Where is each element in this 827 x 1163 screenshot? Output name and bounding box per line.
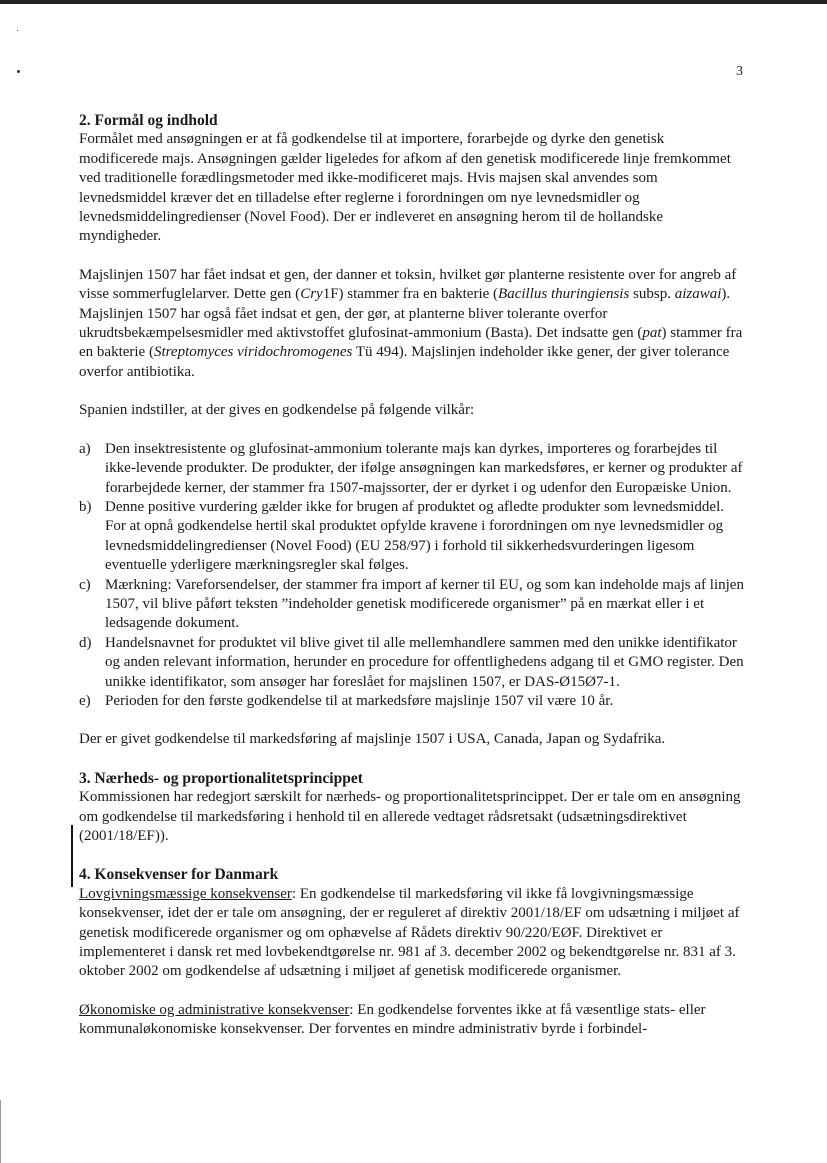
paragraph-text: : En godkendelse til markedsføring vil ikke få lovgivningsmæssige konsekvenser, idet der er tale om ansøgning, der er reguleret af direktiv 2001/18/EF om udsætning i miljøet af genetisk modificerede organismer og om ophævelse af Rådets direktiv 90/220/EØF. Direktivet er implementeret i dansk ret med lovbekendtgørelse nr. 981 af 3. december 2002 og bekendtgørelse nr. 831 af 3. oktober 2002 om godkendelse af udsætning i miljøet af genetisk modificerede organismer. bbox=[79, 885, 740, 980]
paragraph bbox=[79, 1001, 744, 1040]
list-marker: e) bbox=[79, 692, 91, 709]
change-bar bbox=[71, 825, 73, 887]
list-item-text: Mærkning: Vareforsendelser, der stammer fra import af kerner til EU, og som kan indeholde majs af linjen 1507, vil blive påført teksten ”indeholder genetisk modificerede organismer” på en mærkat eller i et ledsagende dokument. bbox=[105, 576, 744, 632]
list-marker: d) bbox=[79, 634, 92, 651]
paragraph: Kommissionen har redegjort særskilt for nærheds- og proportionalitetsprincippet. Der er tale om en ansøgning om godkendelse til markedsføring i henhold til en allerede vedtaget rådsretsakt (udsætningsdirektivet (2001/18/EF)). bbox=[79, 789, 741, 844]
section-heading: 3. Nærheds- og proportionalitetsprincippet bbox=[79, 769, 363, 787]
list-item-text: Denne positive vurdering gælder ikke for brugen af produktet og afledte produkter som levnedsmiddel. For at opnå godkendelse hertil skal produktet opfylde kravene i forordningen om nye levnedsmidler og levnedsmiddelingredienser (Novel Food) (EU 258/97) i forhold til sikkerhedsvurderingen ligesom eventuelle yderligere mærkningsregler skal følges. bbox=[105, 498, 724, 574]
paragraph: Spanien indstiller, at der gives en godkendelse på følgende vilkår: bbox=[79, 402, 475, 419]
paragraph bbox=[79, 885, 744, 982]
list-marker: c) bbox=[79, 576, 91, 593]
list-item bbox=[79, 692, 744, 711]
paragraph-text: : En godkendelse forventes ikke at få væsentlige stats- eller kommunaløkonomiske konsekvenser. Der forventes en mindre administrativ byrde i forbindel- bbox=[79, 1001, 706, 1038]
scan-speck bbox=[17, 30, 18, 31]
list-item bbox=[79, 440, 744, 498]
list-item-text: Perioden for den første godkendelse til at markedsføre majslinje 1507 vil være 10 år. bbox=[105, 692, 614, 709]
list-item-text: Den insektresistente og glufosinat-ammonium tolerante majs kan dyrkes, importeres og forarbejdes til ikke-levende produkter. De produkter, der ifølge ansøgningen kan markedsføres, er kerner og produkter af forarbejdede kerner, der stammer fra 1507-majssorter, der er dyrket i og udenfor den Europæiske Union. bbox=[105, 440, 743, 496]
page-number: 3 bbox=[736, 64, 743, 79]
list-marker: b) bbox=[79, 498, 92, 515]
list-item bbox=[79, 498, 744, 576]
section-heading: 2. Formål og indhold bbox=[79, 112, 218, 129]
scan-left-edge bbox=[0, 1100, 1, 1163]
subheading-label: Lovgivningsmæssige konsekvenser bbox=[79, 885, 292, 902]
list-item-text: Handelsnavnet for produktet vil blive givet til alle mellemhandlere sammen med den unikke identifikator og anden relevant information, herunder en procedure for offentlighedens adgang til et GMO register. Den unikke identifikator, som ansøger har foreslået for majslinen 1507, er DAS-Ø15Ø7-1. bbox=[105, 634, 744, 690]
paragraph bbox=[79, 266, 744, 382]
subheading-label: Økonomiske og administrative konsekvenser bbox=[79, 1001, 350, 1018]
list-marker: a) bbox=[79, 440, 91, 457]
scan-speck bbox=[17, 70, 20, 73]
paragraph: Der er givet godkendelse til markedsføring af majslinje 1507 i USA, Canada, Japan og Sydafrika. bbox=[79, 731, 666, 748]
section-heading: 4. Konsekvenser for Danmark bbox=[79, 866, 279, 884]
paragraph-text: Majslinjen 1507 har fået indsat et gen, der danner et toksin, hvilket gør planterne resistente over for angreb af visse sommerfuglelarver. Dette gen (Cry1F) stammer fra en bakterie (Bacillus thuringiensis subsp. aizawai). Majslinjen 1507 har også fået indsat et gen, der gør, at planterne bliver tolerante overfor ukrudtsbekæmpelsesmidler med aktivstoffet glufosinat-ammonium (Basta). Det indsatte gen (pat) stammer fra en bakterie (Streptomyces viridochromogenes Tü 494). Majslinjen indeholder ikke gener, der giver tolerance overfor antibiotika. bbox=[79, 266, 743, 380]
scan-top-border bbox=[0, 0, 827, 4]
paragraph: Formålet med ansøgningen er at få godkendelse til at importere, forarbejde og dyrke den genetisk modificerede majs. Ansøgningen gælder ligeledes for afkom af den genetisk modificerede linje fremkommet ved traditionelle forædlingsmetoder med ikke-modificeret majs. Hvis majsen skal anvendes som levnedsmiddel kræver det en tilladelse efter reglerne i forordningen om nye levnedsmidler og levnedsmiddelingredienser (Novel Food). Der er indleveret en ansøgning herom til de hollandske myndigheder. bbox=[79, 131, 731, 245]
list-item bbox=[79, 576, 744, 634]
list-item bbox=[79, 634, 744, 692]
document-body bbox=[79, 111, 744, 1040]
conditions-list bbox=[79, 440, 744, 712]
